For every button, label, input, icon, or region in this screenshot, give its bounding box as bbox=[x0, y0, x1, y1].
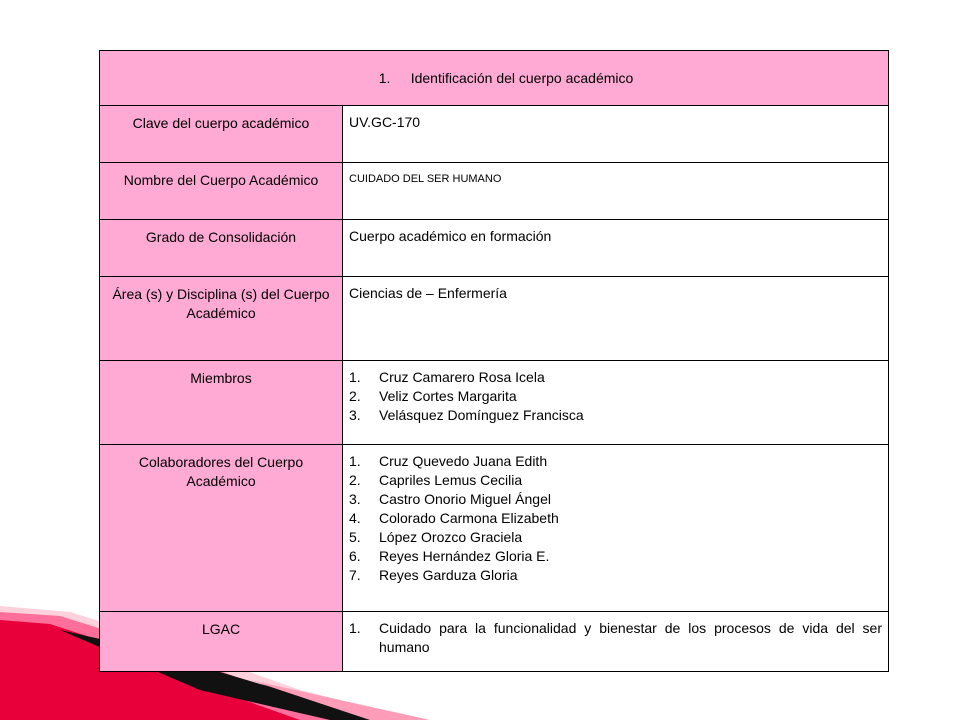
list-item-number: 1. bbox=[349, 620, 361, 636]
list-item-number: 5. bbox=[349, 529, 361, 545]
list-item-number: 3. bbox=[349, 407, 361, 423]
list-item-text: Castro Onorio Miguel Ángel bbox=[379, 491, 551, 507]
table-row-clave bbox=[100, 106, 889, 163]
list-item bbox=[349, 490, 882, 509]
collaborators-list bbox=[349, 452, 882, 585]
list-item-text: Capriles Lemus Cecilia bbox=[379, 472, 523, 488]
table-row-grado bbox=[100, 220, 889, 277]
list-item-text: Velásquez Domínguez Francisca bbox=[379, 407, 584, 423]
list-item-text: Cuidado para la funcionalidad y bienestar de los procesos de vida del ser humano bbox=[379, 620, 883, 655]
table-row-miembros bbox=[100, 361, 889, 445]
value-clave: UV.GC-170 bbox=[343, 106, 889, 163]
list-item-number: 7. bbox=[349, 567, 361, 583]
list-item-number: 4. bbox=[349, 510, 361, 526]
list-item-text: López Orozco Graciela bbox=[379, 529, 523, 545]
list-item-text: Cruz Quevedo Juana Edith bbox=[379, 453, 548, 469]
list-item bbox=[349, 452, 882, 471]
table-row-area bbox=[100, 277, 889, 361]
section-heading bbox=[100, 51, 889, 106]
section-number: 1. bbox=[378, 70, 391, 86]
label-grado: Grado de Consolidación bbox=[100, 220, 343, 277]
label-miembros: Miembros bbox=[100, 361, 343, 445]
value-lgac bbox=[343, 612, 889, 672]
lgac-list bbox=[349, 619, 882, 657]
list-item-number: 2. bbox=[349, 388, 361, 404]
list-item bbox=[349, 509, 882, 528]
academic-body-table bbox=[99, 50, 889, 672]
members-list bbox=[349, 368, 882, 425]
list-item bbox=[349, 528, 882, 547]
label-area: Área (s) y Disciplina (s) del Cuerpo Académico bbox=[100, 277, 343, 361]
list-item-text: Cruz Camarero Rosa Icela bbox=[379, 369, 545, 385]
list-item-text: Veliz Cortes Margarita bbox=[379, 388, 517, 404]
list-item bbox=[349, 368, 882, 387]
table-row-nombre bbox=[100, 163, 889, 220]
list-item-number: 3. bbox=[349, 491, 361, 507]
label-clave: Clave del cuerpo académico bbox=[100, 106, 343, 163]
list-item bbox=[349, 387, 882, 406]
list-item-number: 2. bbox=[349, 472, 361, 488]
value-grado: Cuerpo académico en formación bbox=[343, 220, 889, 277]
value-colaboradores bbox=[343, 445, 889, 612]
list-item-text: Colorado Carmona Elizabeth bbox=[379, 510, 559, 526]
table-row-colaboradores bbox=[100, 445, 889, 612]
value-area: Ciencias de – Enfermería bbox=[343, 277, 889, 361]
table-row-lgac bbox=[100, 612, 889, 672]
list-item-number: 1. bbox=[349, 369, 361, 385]
table-header-row bbox=[100, 51, 889, 106]
list-item-number: 6. bbox=[349, 548, 361, 564]
list-item bbox=[349, 406, 882, 425]
list-item bbox=[349, 566, 882, 585]
list-item-text: Reyes Hernández Gloria E. bbox=[379, 548, 550, 564]
list-item-number: 1. bbox=[349, 453, 361, 469]
label-nombre: Nombre del Cuerpo Académico bbox=[100, 163, 343, 220]
section-title: Identificación del cuerpo académico bbox=[410, 70, 634, 86]
label-lgac: LGAC bbox=[100, 612, 343, 672]
list-item bbox=[349, 547, 882, 566]
value-miembros bbox=[343, 361, 889, 445]
list-item-text: Reyes Garduza Gloria bbox=[379, 567, 518, 583]
label-colaboradores: Colaboradores del Cuerpo Académico bbox=[100, 445, 343, 612]
value-nombre: CUIDADO DEL SER HUMANO bbox=[343, 163, 889, 220]
list-item bbox=[349, 471, 882, 490]
list-item bbox=[349, 619, 882, 657]
